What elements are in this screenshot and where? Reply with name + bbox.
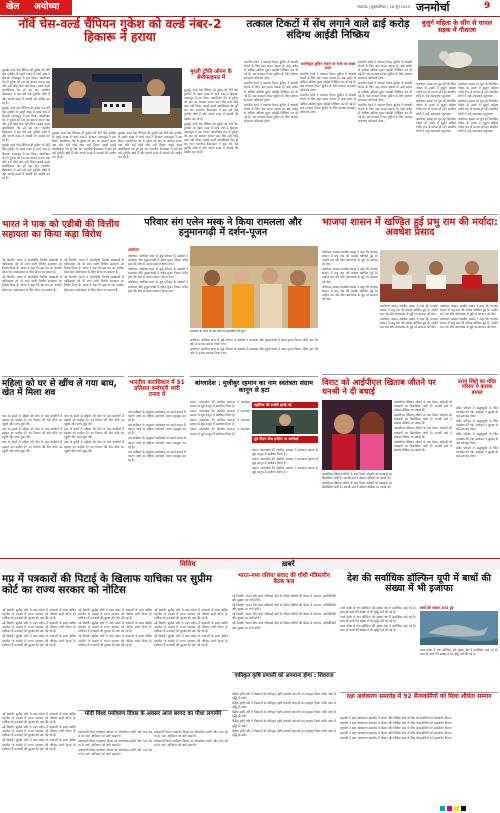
cow-text4: अयोध्या। सड़क पर घूम रहे निराश्रित गोवंश के हमले में बुजुर्ग महिला गंभीर रूप से घायल हो गई। स्थानीय लोगों ने उन्हें अस्पताल पहुंचाया। bbox=[458, 82, 498, 99]
ticket-headline: तत्काल टिकटों में सेंध लगाने वाले ढाई करोड़ संदिग्ध आईडी निष्क्रिय bbox=[246, 19, 410, 41]
chess-photo bbox=[52, 68, 182, 128]
bangladesh-body-col2 bbox=[252, 448, 318, 554]
modi-text3: प्रधानमंत्री विश्व पर्यावरण दिवस पर पौधारोपण करेंगे और 'एक पेड़ मां के नाम' अभियान को आगे बढ़ाएंगे। bbox=[78, 748, 152, 757]
employees-text3: एक सर्वेक्षण के अनुसार कार्यस्थल पर बढ़ते दबाव के कारण आधे से अधिक कर्मचारी तनाव महसूस कर रहे हैं। bbox=[128, 436, 186, 449]
bharat-text2: नई दिल्ली। भारत और मध्य एशियाई देशों के विदेश मंत्रियों की बैठक में व्यापार, कनेक्टिविटी और सुरक्षा पर चर्चा होगी। bbox=[232, 603, 336, 612]
ticket-text-3c: भारतीय रेलवे ने तत्काल टिकट बुकिंग में धांधली रोकने के लिए बड़ा कदम उठाया है। ढाई करोड़ से अधिक संदिग्ध यूजर आईडी निष्क्रिय कर दी गई हैं। अब तत्काल टिकट बुकिंग के लिए आधार सत्यापन अनिवार्य होगा। bbox=[358, 102, 412, 124]
rule-bd bbox=[190, 376, 318, 377]
adb-text: नई दिल्ली। भारत ने अंतर्राष्ट्रीय वित्तीय संस्थाओं से पाकिस्तान को दी जाने वाली वित्तीय सहायता का विरोध किया है। भारत ने कहा कि इस धन का उपयोग सीमा पार आतंकवाद के लिए किया जा सकता है। bbox=[2, 258, 62, 275]
journalists-body-3 bbox=[154, 608, 228, 708]
swatch-black bbox=[461, 806, 466, 811]
cow-headline: बुजुर्ग महिला के सींग से घायल सड़क में गौशाला bbox=[421, 19, 493, 34]
rule-emp bbox=[128, 376, 184, 377]
dolphin-text3: उत्तर प्रदेश में गंगा डॉल्फिन की संख्या देश में सर्वाधिक पाई गई है। साथ ही बाघों की संख्या में भी वृद्धि दर्ज की गई है। bbox=[340, 624, 416, 633]
bullet-text-2: पूर्व पीएम शेख हसीना पर कार्रवाई bbox=[254, 437, 299, 442]
adb-headline: भारत ने पाक को एडीबी की वित्तीय सहायता का किया कड़ा विरोध bbox=[2, 219, 120, 240]
chess-body-text-cont2: मुम्बई। वर्ल्ड चेस चैंपियन डी गुकेश को नॉर्वे चेस टूर्नामेंट के पहले राउंड में वर्ल्ड नंबर-2 हिकारू नाकामुरा ने हरा दिया। आर्मागेडन गेम में गुकेश को हार का सामना करना पड़ा और उन्हें कोई अंक नहीं मिला। इससे पहले क्लासिकल गेम ड्रॉ रहा था। भारतीय ग्रैंडमास्टर ने इस वर्ष कई टूर्नामेंट खेले हैं और अगले राउंड में वापसी की उम्मीद कर रहे हैं। bbox=[2, 143, 50, 181]
bangladesh-bullets bbox=[252, 402, 318, 443]
adb-text3: नई दिल्ली। भारत ने अंतर्राष्ट्रीय वित्तीय संस्थाओं से पाकिस्तान को दी जाने वाली वित्तीय सहायता का विरोध किया है। भारत ने कहा कि इस धन का उपयोग सीमा पार आतंकवाद के लिए किया जा सकता है। bbox=[64, 258, 124, 275]
swatch-yellow bbox=[454, 806, 459, 811]
ticket-text-1: भारतीय रेलवे ने तत्काल टिकट बुकिंग में धांधली रोकने के लिए बड़ा कदम उठाया है। ढाई करोड़ से अधिक संदिग्ध यूजर आईडी निष्क्रिय कर दी गई हैं। अब तत्काल टिकट बुकिंग के लिए आधार सत्यापन अनिवार्य होगा। bbox=[244, 60, 298, 81]
page-number: 9 bbox=[484, 1, 491, 11]
army-text3: राष्ट्रपति ने रक्षा अलंकरण समारोह में वीरता और विशिष्ट सेवा के लिए सैन्यकर्मियों को सम्मानित किया। bbox=[340, 726, 452, 731]
rule-virat bbox=[322, 374, 498, 375]
virat-photo bbox=[322, 400, 392, 470]
virat-text4: आईपीएल खिताब जीतने के बाद विराट कोहली को बधाइयों का सिलसिला जारी है। धनश्री वर्मा ने सोशल मीडिया पर बधाई दी। bbox=[394, 439, 452, 452]
tiger-text4: बाघ के हमले में महिला की मौत के बाद ग्रामीणों में दहशत का माहौल है। वन विभाग की टीम मौके पर पहुंची और जांच शुरू की। bbox=[64, 414, 124, 427]
musk-headline: परिवार संग एलेन मस्क ने किया रामलला और हनुमानगढ़ी में दर्शन-पूजन bbox=[144, 217, 302, 239]
virat-image bbox=[322, 400, 392, 470]
swatch-cyan bbox=[440, 806, 445, 811]
journalists-text11: नई दिल्ली। सुप्रीम कोर्ट ने मध्य प्रदेश में पत्रकारों के साथ कथित मारपीट के मामले में राज्य सरकार को नोटिस जारी किया है। याचिका में पत्रकारों की सुरक्षा की मांग की गई है। bbox=[2, 725, 76, 738]
journalists-text8: नई दिल्ली। सुप्रीम कोर्ट ने मध्य प्रदेश में पत्रकारों के साथ कथित मारपीट के मामले में राज्य सरकार को नोटिस जारी किया है। याचिका में पत्रकारों की सुरक्षा की मांग की गई है। bbox=[154, 621, 228, 634]
modi-text2: प्रधानमंत्री विश्व पर्यावरण दिवस पर पौधारोपण करेंगे और 'एक पेड़ मां के नाम' अभियान को आगे बढ़ाएंगे। bbox=[78, 739, 152, 748]
army-text5: राष्ट्रपति ने रक्षा अलंकरण समारोह में वीरता और विशिष्ट सेवा के लिए सैन्यकर्मियों को सम्मानित किया। bbox=[340, 736, 452, 741]
ekta-text: केंद्रीय कृषि मंत्री ने किसानों से एकीकृत कृषि प्रणाली अपनाने का आह्वान किया ताकि आय में वृद्धि हो सके। bbox=[232, 692, 336, 701]
dolphin-headline: देश की सर्वाधिक डॉल्फिन यूपी में बाधों की संख्या में भी इजाफा bbox=[347, 573, 491, 594]
tiger-headline: महिला को घर से खींच ले गया बाघ, खेत में मिला शव bbox=[2, 379, 117, 399]
employees-headline: भारतीय कराधिकार में 51 प्रतिशत कर्मचारी भारी तनाव में bbox=[129, 380, 185, 399]
bhajpa-body-2 bbox=[380, 304, 438, 372]
cow-text6: अयोध्या। सड़क पर घूम रहे निराश्रित गोवंश के हमले में बुजुर्ग महिला गंभीर रूप से घायल हो गई। स्थानीय लोगों ने उन्हें अस्पताल पहुंचाया। bbox=[458, 116, 498, 133]
cow-image bbox=[418, 40, 498, 80]
swatch-magenta bbox=[447, 806, 452, 811]
dolphin-text2: उत्तर प्रदेश में गंगा डॉल्फिन की संख्या देश में सर्वाधिक पाई गई है। साथ ही बाघों की संख्या में भी वृद्धि दर्ज की गई है। bbox=[340, 615, 416, 624]
journalists-body-1 bbox=[2, 608, 76, 708]
chess-sidebar-text: मुम्बई। वर्ल्ड चेस चैंपियन डी गुकेश को नॉर्वे चेस टूर्नामेंट के पहले राउंड में वर्ल्ड नंबर-2 हिकारू नाकामुरा ने हरा दिया। आर्मागेडन गेम में गुकेश को हार का सामना करना पड़ा और उन्हें कोई अंक नहीं मिला। इससे पहले क्लासिकल गेम ड्रॉ रहा था। भारतीय ग्रैंडमास्टर ने इस वर्ष कई टूर्नामेंट खेले हैं और अगले राउंड में वापसी की उम्मीद कर रहे हैं। bbox=[184, 88, 238, 121]
ticket-text-3: भारतीय रेलवे ने तत्काल टिकट बुकिंग में धांधली रोकने के लिए बड़ा कदम उठाया है। ढाई करोड़ से अधिक संदिग्ध यूजर आईडी निष्क्रिय कर दी गई हैं। अब तत्काल टिकट बुकिंग के लिए आधार सत्यापन अनिवार्य होगा। bbox=[358, 60, 412, 81]
bhajpa-text7: अयोध्या। सांसद अवधेश प्रसाद ने कहा कि भाजपा शासन में प्रभु राम की मर्यादा खण्डित हुई है। उन्होंने राम पथ और जलभराव के मुद्दे पर सरकार को घेरा। bbox=[440, 317, 498, 330]
chess-mid2-text: मुम्बई। वर्ल्ड चेस चैंपियन डी गुकेश को नॉर्वे चेस टूर्नामेंट के पहले राउंड में वर्ल्ड नंबर-2 हिकारू नाकामुरा ने हरा दिया। आर्मागेडन गेम में गुकेश को हार का सामना करना पड़ा और उन्हें कोई अंक नहीं मिला। इससे पहले क्लासिकल गेम ड्रॉ रहा था। भारतीय ग्रैंडमास्टर ने इस वर्ष कई टूर्नामेंट खेले हैं और अगले राउंड में वापसी की उम्मीद कर रहे हैं। bbox=[118, 131, 182, 160]
employees-text4: एक सर्वेक्षण के अनुसार कार्यस्थल पर बढ़ते दबाव के कारण आधे से अधिक कर्मचारी तनाव महसूस कर रहे हैं। bbox=[128, 449, 186, 462]
ticket-body-3 bbox=[358, 60, 412, 210]
ticket-text-2b: भारतीय रेलवे ने तत्काल टिकट बुकिंग में धांधली रोकने के लिए बड़ा कदम उठाया है। ढाई करोड़ से अधिक संदिग्ध यूजर आईडी निष्क्रिय कर दी गई हैं। अब तत्काल टिकट बुकिंग के लिए आधार सत्यापन अनिवार्य होगा। bbox=[300, 93, 356, 114]
virat-text5: आईपीएल खिताब जीतने के बाद विराट कोहली को बधाइयों का सिलसिला जारी है। धनश्री वर्मा ने सोशल मीडिया पर बधाई दी। bbox=[322, 472, 392, 481]
order-text2: मंदिर परिसर में श्रद्धालुओं के लिए व्यवस्था की गई। प्रशासन ने सुरक्षा के कड़े इंतजाम किए। bbox=[456, 419, 498, 432]
musk-text2: अयोध्या। अंतरिक्ष यात्रा से जुड़े परिवार के सदस्यों ने रामलला और हनुमानगढ़ी में दर्शन-पूजन किया। मंदिर ट्रस्ट की ओर से उनका स्वागत किया गया। bbox=[128, 267, 188, 280]
bhajpa-text4: अयोध्या। सांसद अवधेश प्रसाद ने कहा कि भाजपा शासन में प्रभु राम की मर्यादा खण्डित हुई है। उन्होंने राम पथ और जलभराव के मुद्दे पर सरकार को घेरा। bbox=[380, 304, 438, 317]
order-headline: उत्तम सिंहो का मंदिर परिसर में कराया बमाल bbox=[457, 379, 497, 396]
order-body bbox=[456, 406, 498, 554]
adb-body-col2 bbox=[64, 258, 124, 374]
chess-sidebar-body bbox=[184, 88, 238, 212]
virat-text2: आईपीएल खिताब जीतने के बाद विराट कोहली को बधाइयों का सिलसिला जारी है। धनश्री वर्मा ने सोशल मीडिया पर बधाई दी। bbox=[394, 413, 452, 426]
mujib-image bbox=[252, 410, 318, 434]
ekta-text3: केंद्रीय कृषि मंत्री ने किसानों से एकीकृत कृषि प्रणाली अपनाने का आह्वान किया ताकि आय में वृद्धि हो सके। bbox=[232, 710, 336, 719]
tiger-text3: बाघ के हमले में महिला की मौत के बाद ग्रामीणों में दहशत का माहौल है। वन विभाग की टीम मौके पर पहुंची और जांच शुरू की। bbox=[2, 440, 62, 453]
bullet-text-1: राष्ट्रपिता की उपाधि हटाई गई bbox=[254, 403, 292, 407]
ticket-body-1 bbox=[244, 60, 298, 210]
bharat-text: नई दिल्ली। भारत और मध्य एशियाई देशों के विदेश मंत्रियों की बैठक में व्यापार, कनेक्टिविटी और सुरक्षा पर चर्चा होगी। bbox=[232, 594, 336, 603]
modi-body bbox=[78, 730, 152, 808]
journalists-text9: नई दिल्ली। सुप्रीम कोर्ट ने मध्य प्रदेश में पत्रकारों के साथ कथित मारपीट के मामले में राज्य सरकार को नोटिस जारी किया है। याचिका में पत्रकारों की सुरक्षा की मांग की गई है। bbox=[154, 634, 228, 647]
bangladesh-headline: बांग्लादेश : मुजीबुर रहमान का नाम स्वतंत्रता संग्राम कानून से हटा bbox=[195, 379, 313, 394]
musk-caption: रामलला के दर्शन के बाद संतों से आशीर्वाद लेते हुए। bbox=[190, 329, 246, 333]
musk-text3: अयोध्या। अंतरिक्ष यात्रा से जुड़े परिवार के सदस्यों ने रामलला और हनुमानगढ़ी में दर्शन-पूजन किया। मंदिर ट्रस्ट की ओर से उनका स्वागत किया गया। bbox=[128, 280, 188, 293]
bangladesh-text6: ढाका। बांग्लादेश की अंतरिम सरकार ने स्वतंत्रता संग्राम से जुड़े कानून में संशोधन किया है। bbox=[252, 457, 318, 466]
journalists-text4: नई दिल्ली। सुप्रीम कोर्ट ने मध्य प्रदेश में पत्रकारों के साथ कथित मारपीट के मामले में राज्य सरकार को नोटिस जारी किया है। याचिका में पत्रकारों की सुरक्षा की मांग की गई है। bbox=[78, 608, 152, 621]
chess-sidebar-text-cont: मुम्बई। वर्ल्ड चेस चैंपियन डी गुकेश को नॉर्वे चेस टूर्नामेंट के पहले राउंड में वर्ल्ड नंबर-2 हिकारू नाकामुरा ने हरा दिया। आर्मागेडन गेम में गुकेश को हार का सामना करना पड़ा और उन्हें कोई अंक नहीं मिला। इससे पहले क्लासिकल गेम ड्रॉ रहा था। भारतीय ग्रैंडमास्टर ने इस वर्ष कई टूर्नामेंट खेले हैं और अगले राउंड में वापसी की उम्मीद कर रहे हैं। bbox=[184, 121, 238, 155]
bangladesh-text5: ढाका। बांग्लादेश की अंतरिम सरकार ने स्वतंत्रता संग्राम से जुड़े कानून में संशोधन किया है। bbox=[252, 448, 318, 457]
cow-text2: अयोध्या। सड़क पर घूम रहे निराश्रित गोवंश के हमले में बुजुर्ग महिला गंभीर रूप से घायल हो गई। स्थानीय लोगों ने उन्हें अस्पताल पहुंचाया। bbox=[416, 99, 456, 116]
journalists-body-tail bbox=[2, 712, 76, 808]
adb-body bbox=[2, 258, 62, 374]
bottom-strip-right: ख़बरें bbox=[282, 560, 295, 568]
chess-body-mid bbox=[52, 131, 116, 213]
order-text4: मंदिर परिसर में श्रद्धालुओं के लिए व्यवस्था की गई। प्रशासन ने सुरक्षा के कड़े इंतजाम किए। bbox=[456, 445, 498, 458]
employees-text2: एक सर्वेक्षण के अनुसार कार्यस्थल पर बढ़ते दबाव के कारण आधे से अधिक कर्मचारी तनाव महसूस कर रहे हैं। bbox=[128, 423, 186, 436]
ekta-text2: केंद्रीय कृषि मंत्री ने किसानों से एकीकृत कृषि प्रणाली अपनाने का आह्वान किया ताकि आय में वृद्धि हो सके। bbox=[232, 701, 336, 710]
journalists-text6: नई दिल्ली। सुप्रीम कोर्ट ने मध्य प्रदेश में पत्रकारों के साथ कथित मारपीट के मामले में राज्य सरकार को नोटिस जारी किया है। याचिका में पत्रकारों की सुरक्षा की मांग की गई है। bbox=[78, 634, 152, 647]
chess-body-text-cont: मुम्बई। वर्ल्ड चेस चैंपियन डी गुकेश को नॉर्वे चेस टूर्नामेंट के पहले राउंड में वर्ल्ड नंबर-2 हिकारू नाकामुरा ने हरा दिया। आर्मागेडन गेम में गुकेश को हार का सामना करना पड़ा और उन्हें कोई अंक नहीं मिला। इससे पहले क्लासिकल गेम ड्रॉ रहा था। भारतीय ग्रैंडमास्टर ने इस वर्ष कई टूर्नामेंट खेले हैं और अगले राउंड में वापसी की उम्मीद कर रहे हैं। bbox=[2, 105, 50, 143]
ekta-body bbox=[232, 692, 336, 808]
dolphin-caption-box bbox=[420, 606, 498, 646]
dolphin-body bbox=[340, 606, 416, 690]
modi-body-2 bbox=[154, 730, 228, 808]
musk-body-left bbox=[128, 254, 188, 374]
army-headline: रक्षा अलंकरण समारोह में 92 सैन्यकर्मियों को मिला शौर्यता सम्मान bbox=[346, 693, 492, 700]
cow-text: अयोध्या। सड़क पर घूम रहे निराश्रित गोवंश के हमले में बुजुर्ग महिला गंभीर रूप से घायल हो गई। स्थानीय लोगों ने उन्हें अस्पताल पहुंचाया। bbox=[416, 82, 456, 99]
journalists-text7: नई दिल्ली। सुप्रीम कोर्ट ने मध्य प्रदेश में पत्रकारों के साथ कथित मारपीट के मामले में राज्य सरकार को नोटिस जारी किया है। याचिका में पत्रकारों की सुरक्षा की मांग की गई है। bbox=[154, 608, 228, 621]
cow-text3: अयोध्या। सड़क पर घूम रहे निराश्रित गोवंश के हमले में बुजुर्ग महिला गंभीर रूप से घायल हो गई। स्थानीय लोगों ने उन्हें अस्पताल पहुंचाया। bbox=[416, 116, 456, 133]
employees-text: एक सर्वेक्षण के अनुसार कार्यस्थल पर बढ़ते दबाव के कारण आधे से अधिक कर्मचारी तनाव महसूस कर रहे हैं। bbox=[128, 410, 186, 423]
bangladesh-body bbox=[190, 400, 250, 554]
section-left-label: खेल bbox=[6, 1, 20, 12]
ticket-text-1c: भारतीय रेलवे ने तत्काल टिकट बुकिंग में धांधली रोकने के लिए बड़ा कदम उठाया है। ढाई करोड़ से अधिक संदिग्ध यूजर आईडी निष्क्रिय कर दी गई हैं। अब तत्काल टिकट बुकिंग के लिए आधार सत्यापन अनिवार्य होगा। bbox=[244, 102, 298, 124]
army-text: राष्ट्रपति ने रक्षा अलंकरण समारोह में वीरता और विशिष्ट सेवा के लिए सैन्यकर्मियों को सम्मानित किया। bbox=[340, 716, 452, 720]
tiger-body bbox=[2, 414, 62, 554]
order-text3: मंदिर परिसर में श्रद्धालुओं के लिए व्यवस्था की गई। प्रशासन ने सुरक्षा के कड़े इंतजाम किए। bbox=[456, 432, 498, 445]
army-text2: राष्ट्रपति ने रक्षा अलंकरण समारोह में वीरता और विशिष्ट सेवा के लिए सैन्यकर्मियों को सम्मानित किया। bbox=[340, 721, 452, 726]
bangladesh-text3: ढाका। बांग्लादेश की अंतरिम सरकार ने स्वतंत्रता संग्राम से जुड़े कानून में संशोधन किया है। bbox=[190, 418, 250, 427]
bharat-headline: भारत-मध्य एशिया संवाद की चौथी मंत्रिस्तरीय बैठक कल bbox=[238, 573, 330, 585]
virat-body-2 bbox=[322, 472, 392, 554]
bhajpa-text6: अयोध्या। सांसद अवधेश प्रसाद ने कहा कि भाजपा शासन में प्रभु राम की मर्यादा खण्डित हुई है। उन्होंने राम पथ और जलभराव के मुद्दे पर सरकार को घेरा। bbox=[440, 304, 498, 317]
section-banner bbox=[0, 0, 72, 15]
bhajpa-headline: भाजपा शासन में खण्डित हुई प्रभु राम की मर्यादा: अवधेश प्रसाद bbox=[322, 217, 498, 239]
registration-marks bbox=[440, 806, 496, 811]
bangladesh-text2: ढाका। बांग्लादेश की अंतरिम सरकार ने स्वतंत्रता संग्राम से जुड़े कानून में संशोधन किया है। bbox=[190, 409, 250, 418]
journalists-text3: नई दिल्ली। सुप्रीम कोर्ट ने मध्य प्रदेश में पत्रकारों के साथ कथित मारपीट के मामले में राज्य सरकार को नोटिस जारी किया है। याचिका में पत्रकारों की सुरक्षा की मांग की गई है। bbox=[2, 634, 76, 647]
masthead-brand: जनमोर्चा bbox=[416, 1, 450, 14]
musk-tag: अयोध्या bbox=[128, 247, 139, 252]
bhajpa-text3: अयोध्या। सांसद अवधेश प्रसाद ने कहा कि भाजपा शासन में प्रभु राम की मर्यादा खण्डित हुई है। उन्होंने राम पथ और जलभराव के मुद्दे पर सरकार को घेरा। bbox=[322, 284, 378, 301]
ticket-text-1b: भारतीय रेलवे ने तत्काल टिकट बुकिंग में धांधली रोकने के लिए बड़ा कदम उठाया है। ढाई करोड़ से अधिक संदिग्ध यूजर आईडी निष्क्रिय कर दी गई हैं। अब तत्काल टिकट बुकिंग के लिए आधार सत्यापन अनिवार्य होगा। bbox=[244, 81, 298, 102]
bottom-strip bbox=[0, 558, 500, 570]
bhajpa-text: अयोध्या। सांसद अवधेश प्रसाद ने कहा कि भाजपा शासन में प्रभु राम की मर्यादा खण्डित हुई है। उन्होंने राम पथ और जलभराव के मुद्दे पर सरकार को घेरा। bbox=[322, 250, 378, 267]
modi-text4: प्रधानमंत्री विश्व पर्यावरण दिवस पर पौधारोपण करेंगे और 'एक पेड़ मां के नाम' अभियान को आगे बढ़ाएंगे। bbox=[154, 730, 228, 739]
chess-body-text: मुम्बई। वर्ल्ड चेस चैंपियन डी गुकेश को नॉर्वे चेस टूर्नामेंट के पहले राउंड में वर्ल्ड नंबर-2 हिकारू नाकामुरा ने हरा दिया। आर्मागेडन गेम में गुकेश को हार का सामना करना पड़ा और उन्हें कोई अंक नहीं मिला। इससे पहले क्लासिकल गेम ड्रॉ रहा था। भारतीय ग्रैंडमास्टर ने इस वर्ष कई टूर्नामेंट खेले हैं और अगले राउंड में वापसी की उम्मीद कर रहे हैं। bbox=[2, 68, 50, 105]
dolphin-body-2 bbox=[420, 648, 498, 690]
bangladesh-text: ढाका। बांग्लादेश की अंतरिम सरकार ने स्वतंत्रता संग्राम से जुड़े कानून में संशोधन किया है। bbox=[190, 400, 250, 409]
dolphin-image bbox=[420, 611, 498, 645]
chess-body-mid2 bbox=[118, 131, 182, 213]
temple-visit-image bbox=[190, 246, 318, 328]
journalists-body-2 bbox=[78, 608, 152, 708]
virat-headline: विराट को आईपीएल खिताब जीतने पर धनश्री ने दी बधाई bbox=[322, 377, 436, 396]
dateline: लखनऊ | बृहस्पतिवार | 26 जून 2025 bbox=[357, 5, 410, 9]
ticket-text-2: भारतीय रेलवे ने तत्काल टिकट बुकिंग में धांधली रोकने के लिए बड़ा कदम उठाया है। ढाई करोड़ से अधिक संदिग्ध यूजर आईडी निष्क्रिय कर दी गई हैं। अब तत्काल टिकट बुकिंग के लिए आधार सत्यापन अनिवार्य होगा। bbox=[300, 72, 356, 93]
bhajpa-body-1 bbox=[322, 250, 378, 372]
cow-body-col2 bbox=[458, 82, 498, 210]
chess-mid-text: मुम्बई। वर्ल्ड चेस चैंपियन डी गुकेश को नॉर्वे चेस टूर्नामेंट के पहले राउंड में वर्ल्ड नंबर-2 हिकारू नाकामुरा ने हरा दिया। आर्मागेडन गेम में गुकेश को हार का सामना करना पड़ा और उन्हें कोई अंक नहीं मिला। इससे पहले क्लासिकल गेम ड्रॉ रहा था। भारतीय ग्रैंडमास्टर ने इस वर्ष कई टूर्नामेंट खेले हैं और अगले राउंड में वापसी की उम्मीद कर रहे हैं। bbox=[52, 131, 116, 160]
bharat-text4: नई दिल्ली। भारत और मध्य एशियाई देशों के विदेश मंत्रियों की बैठक में व्यापार, कनेक्टिविटी और सुरक्षा पर चर्चा होगी। bbox=[232, 621, 336, 630]
journalists-text5: नई दिल्ली। सुप्रीम कोर्ट ने मध्य प्रदेश में पत्रकारों के साथ कथित मारपीट के मामले में राज्य सरकार को नोटिस जारी किया है। याचिका में पत्रकारों की सुरक्षा की मांग की गई है। bbox=[78, 621, 152, 634]
section-right-label: अयोध्या bbox=[34, 1, 60, 12]
journalists-headline: मप्र में पत्रकारों की पिटाई के खिलाफ याचिका पर सुप्रीम कोर्ट का राज्य सरकार को नोटिस bbox=[2, 573, 213, 596]
journalists-text2: नई दिल्ली। सुप्रीम कोर्ट ने मध्य प्रदेश में पत्रकारों के साथ कथित मारपीट के मामले में राज्य सरकार को नोटिस जारी किया है। याचिका में पत्रकारों की सुरक्षा की मांग की गई है। bbox=[2, 621, 76, 634]
cow-text5: अयोध्या। सड़क पर घूम रहे निराश्रित गोवंश के हमले में बुजुर्ग महिला गंभीर रूप से घायल हो गई। स्थानीय लोगों ने उन्हें अस्पताल पहुंचाया। bbox=[458, 99, 498, 116]
musk-photo bbox=[190, 246, 318, 328]
tiger-body-col2 bbox=[64, 414, 124, 554]
army-text4: राष्ट्रपति ने रक्षा अलंकरण समारोह में वीरता और विशिष्ट सेवा के लिए सैन्यकर्मियों को सम्मानित किया। bbox=[340, 731, 452, 736]
press-meet-image bbox=[380, 250, 498, 302]
bullet-item-2 bbox=[252, 436, 318, 442]
chess-sidebar-headline: मुरली ट्रॉफी ओपन के सेमीफाइनल में bbox=[190, 69, 232, 81]
employees-body bbox=[128, 410, 186, 554]
musk-text5: अयोध्या। अंतरिक्ष यात्रा से जुड़े परिवार के सदस्यों ने रामलला और हनुमानगढ़ी में दर्शन-पूजन किया। मंदिर ट्रस्ट की ओर से उनका स्वागत किया गया। bbox=[190, 347, 318, 356]
bangladesh-text7: ढाका। बांग्लादेश की अंतरिम सरकार ने स्वतंत्रता संग्राम से जुड़े कानून में संशोधन किया है। bbox=[252, 466, 318, 475]
modi-text5: प्रधानमंत्री विश्व पर्यावरण दिवस पर पौधारोपण करेंगे और 'एक पेड़ मां के नाम' अभियान को आगे बढ़ाएंगे। bbox=[154, 739, 228, 748]
tiger-text5: बाघ के हमले में महिला की मौत के बाद ग्रामीणों में दहशत का माहौल है। वन विभाग की टीम मौके पर पहुंची और जांच शुरू की। bbox=[64, 427, 124, 440]
journalists-text: नई दिल्ली। सुप्रीम कोर्ट ने मध्य प्रदेश में पत्रकारों के साथ कथित मारपीट के मामले में राज्य सरकार को नोटिस जारी किया है। याचिका में पत्रकारों की सुरक्षा की मांग की गई है। bbox=[2, 608, 76, 621]
order-text: मंदिर परिसर में श्रद्धालुओं के लिए व्यवस्था की गई। प्रशासन ने सुरक्षा के कड़े इंतजाम किए। bbox=[456, 406, 498, 419]
bottom-strip-left: विविध bbox=[180, 560, 196, 568]
tiger-text6: बाघ के हमले में महिला की मौत के बाद ग्रामीणों में दहशत का माहौल है। वन विभाग की टीम मौके पर पहुंची और जांच शुरू की। bbox=[64, 440, 124, 453]
bhajpa-text5: अयोध्या। सांसद अवधेश प्रसाद ने कहा कि भाजपा शासन में प्रभु राम की मर्यादा खण्डित हुई है। उन्होंने राम पथ और जलभराव के मुद्दे पर सरकार को घेरा। bbox=[380, 317, 438, 330]
musk-body-right bbox=[190, 338, 318, 374]
virat-text3: आईपीएल खिताब जीतने के बाद विराट कोहली को बधाइयों का सिलसिला जारी है। धनश्री वर्मा ने सोशल मीडिया पर बधाई दी। bbox=[394, 426, 452, 439]
dolphin-text: उत्तर प्रदेश में गंगा डॉल्फिन की संख्या देश में सर्वाधिक पाई गई है। साथ ही बाघों की संख्या में भी वृद्धि दर्ज की गई है। bbox=[340, 606, 416, 615]
bharat-body bbox=[232, 594, 336, 670]
bhajpa-photo bbox=[380, 250, 498, 302]
ticket-body-2 bbox=[300, 72, 356, 210]
bullet-photo bbox=[252, 410, 318, 434]
dolphin-text4: उत्तर प्रदेश में गंगा डॉल्फिन की संख्या देश में सर्वाधिक पाई गई है। साथ ही बाघों की संख्या में भी वृद्धि दर्ज की गई है। bbox=[420, 648, 498, 657]
bharat-text3: नई दिल्ली। भारत और मध्य एशियाई देशों के विदेश मंत्रियों की बैठक में व्यापार, कनेक्टिविटी और सुरक्षा पर चर्चा होगी। bbox=[232, 612, 336, 621]
tiger-text: बाघ के हमले में महिला की मौत के बाद ग्रामीणों में दहशत का माहौल है। वन विभाग की टीम मौके पर पहुंची और जांच शुरू की। bbox=[2, 414, 62, 427]
modi-text: प्रधानमंत्री विश्व पर्यावरण दिवस पर पौधारोपण करेंगे और 'एक पेड़ मां के नाम' अभियान को आगे बढ़ाएंगे। bbox=[78, 730, 152, 739]
journalists-text12: नई दिल्ली। सुप्रीम कोर्ट ने मध्य प्रदेश में पत्रकारों के साथ कथित मारपीट के मामले में राज्य सरकार को नोटिस जारी किया है। याचिका में पत्रकारों की सुरक्षा की मांग की गई है। bbox=[2, 738, 76, 751]
ekta-headline: एकीकृत कृषि प्रणाली को अपनाना होगा : शिवराज bbox=[234, 673, 334, 679]
chess-players-image bbox=[52, 68, 182, 128]
musk-text: अयोध्या। अंतरिक्ष यात्रा से जुड़े परिवार के सदस्यों ने रामलला और हनुमानगढ़ी में दर्शन-पूजन किया। मंदिर ट्रस्ट की ओर से उनका स्वागत किया गया। bbox=[128, 254, 188, 267]
adb-text2: नई दिल्ली। भारत ने अंतर्राष्ट्रीय वित्तीय संस्थाओं से पाकिस्तान को दी जाने वाली वित्तीय सहायता का विरोध किया है। भारत ने कहा कि इस धन का उपयोग सीमा पार आतंकवाद के लिए किया जा सकता है। bbox=[2, 275, 62, 292]
cow-photo bbox=[418, 40, 498, 80]
ekta-text5: केंद्रीय कृषि मंत्री ने किसानों से एकीकृत कृषि प्रणाली अपनाने का आह्वान किया ताकि आय में वृद्धि हो सके। bbox=[232, 728, 336, 737]
ticket-subhead: अनधिकृत बुकिंग रोकने पर रेलवे का सख्त कदम bbox=[300, 62, 356, 71]
tiger-text2: बाघ के हमले में महिला की मौत के बाद ग्रामीणों में दहशत का माहौल है। वन विभाग की टीम मौके पर पहुंची और जांच शुरू की। bbox=[2, 427, 62, 440]
adb-text4: नई दिल्ली। भारत ने अंतर्राष्ट्रीय वित्तीय संस्थाओं से पाकिस्तान को दी जाने वाली वित्तीय सहायता का विरोध किया है। भारत ने कहा कि इस धन का उपयोग सीमा पार आतंकवाद के लिए किया जा सकता है। bbox=[64, 275, 124, 292]
bullet-item-1 bbox=[252, 402, 318, 408]
virat-text: आईपीएल खिताब जीतने के बाद विराट कोहली को बधाइयों का सिलसिला जारी है। धनश्री वर्मा ने सोशल मीडिया पर बधाई दी। bbox=[394, 400, 452, 413]
journalists-text10: नई दिल्ली। सुप्रीम कोर्ट ने मध्य प्रदेश में पत्रकारों के साथ कथित मारपीट के मामले में राज्य सरकार को नोटिस जारी किया है। याचिका में पत्रकारों की सुरक्षा की मांग की गई है। bbox=[2, 712, 76, 725]
bhajpa-body-3 bbox=[440, 304, 498, 372]
army-body bbox=[340, 716, 498, 808]
rule-tiger bbox=[2, 376, 124, 377]
rule-mid bbox=[128, 214, 498, 215]
musk-text4: अयोध्या। अंतरिक्ष यात्रा से जुड़े परिवार के सदस्यों ने रामलला और हनुमानगढ़ी में दर्शन-पूजन किया। मंदिर ट्रस्ट की ओर से उनका स्वागत किया गया। bbox=[190, 338, 318, 347]
bangladesh-text4: ढाका। बांग्लादेश की अंतरिम सरकार ने स्वतंत्रता संग्राम से जुड़े कानून में संशोधन किया है। bbox=[190, 427, 250, 436]
ticket-text-3b: भारतीय रेलवे ने तत्काल टिकट बुकिंग में धांधली रोकने के लिए बड़ा कदम उठाया है। ढाई करोड़ से अधिक संदिग्ध यूजर आईडी निष्क्रिय कर दी गई हैं। अब तत्काल टिकट बुकिंग के लिए आधार सत्यापन अनिवार्य होगा। bbox=[358, 81, 412, 102]
modi-headline: मोदी विश्व पर्यावरण दिवस के अवसर आज बरगद का पौधा लगायेंगे bbox=[84, 711, 222, 717]
cow-body bbox=[416, 82, 456, 210]
dolphin-caption: बाघों की संख्या 205 हुई bbox=[420, 606, 454, 610]
bhajpa-text2: अयोध्या। सांसद अवधेश प्रसाद ने कहा कि भाजपा शासन में प्रभु राम की मर्यादा खण्डित हुई है। उन्होंने राम पथ और जलभराव के मुद्दे पर सरकार को घेरा। bbox=[322, 267, 378, 284]
ekta-text4: केंद्रीय कृषि मंत्री ने किसानों से एकीकृत कृषि प्रणाली अपनाने का आह्वान किया ताकि आय में वृद्धि हो सके। bbox=[232, 719, 336, 728]
virat-body bbox=[394, 400, 452, 554]
chess-headline: नॉर्वे चेस-वर्ल्ड चैंपियन गुकेश को वर्ल्ड नंबर-2 हिकारू ने हराया bbox=[18, 17, 222, 44]
virat-text6: आईपीएल खिताब जीतने के बाद विराट कोहली को बधाइयों का सिलसिला जारी है। धनश्री वर्मा ने सोशल मीडिया पर बधाई दी। bbox=[322, 481, 392, 490]
